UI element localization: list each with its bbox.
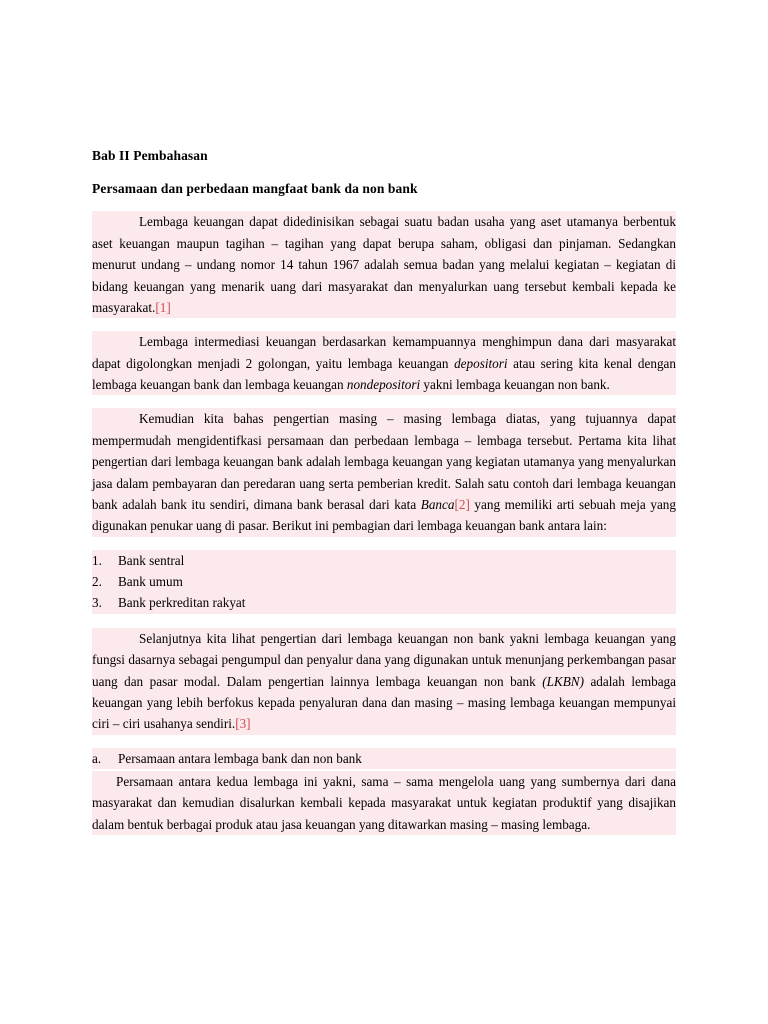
paragraph-3-part-2: yang memiliki arti sebuah meja yang digunakan penukar uang di pasar. Berikut ini pembagian dari lembaga keuangan bank antara lain: <box>92 496 676 534</box>
list-item <box>92 571 676 592</box>
paragraph-2-part-2: atau sering kita kenal dengan lembaga keuangan bank dan lembaga keuangan <box>92 355 676 392</box>
term-lkbn: (LKBN) <box>542 673 584 689</box>
bank-type-list <box>92 550 676 614</box>
paragraph-4-part-2: adalah lembaga keuangan yang lebih berfokus kepada penyaluran dana dan masing – masing lembaga keuangan mempunyai ciri – ciri usahanya sendiri. <box>92 673 676 732</box>
term-nondepositori: nondepositori <box>346 377 421 392</box>
document-body <box>92 148 676 835</box>
term-banca: Banca <box>420 496 455 512</box>
term-depositori: depositori <box>454 355 508 371</box>
list-item-label: Bank sentral <box>118 552 185 568</box>
sublist-item-label: Persamaan antara lembaga bank dan non bank <box>118 750 362 766</box>
list-item-number: 2. <box>92 574 102 589</box>
footnote-ref-1[interactable]: [1] <box>155 299 171 315</box>
footnote-ref-3[interactable]: [3] <box>235 716 251 732</box>
sublist-item-number: a. <box>92 750 102 766</box>
paragraph-2-part-1: Lembaga intermediasi keuangan berdasarkan kemampuannya menghimpun dana dari masyarakat dapat digolongkan menjadi 2 golongan, yaitu lembaga keuangan <box>92 334 676 371</box>
section-subtitle: Persamaan dan perbedaan mangfaat bank da non bank <box>92 181 418 197</box>
paragraph-2-part-3: yakni lembaga keuangan non bank. <box>420 377 610 392</box>
sublist-item-persamaan <box>92 748 676 769</box>
list-item <box>92 592 676 613</box>
list-item <box>92 550 676 571</box>
footnote-ref-2[interactable]: [2] <box>454 496 470 512</box>
paragraph-4-part-1: Selanjutnya kita lihat pengertian dari lembaga keuangan non bank yakni lembaga keuangan yang fungsi dasarnya sebagai pengumpul dan penyalur dana yang digunakan untuk menunjang perkembangan pasar uang dan pasar modal. Dalam pengertian lainnya lembaga keuangan non bank <box>92 630 676 689</box>
paragraph-persamaan: Persamaan antara kedua lembaga ini yakni, sama – sama mengelola uang yang sumbernya dari dana masyarakat dan kemudian disalurkan kembali kepada masyarakat untuk kegiatan produktif yang disajikan dalam bentuk berbagai produk atau jasa keuangan yang ditawarkan masing – masing lembaga. <box>92 771 676 835</box>
paragraph-pengertian-bank <box>92 408 676 536</box>
paragraph-intermediasi <box>92 331 676 395</box>
paragraph-3-part-1: Kemudian kita bahas pengertian masing – masing lembaga diatas, yang tujuannya dapat mempermudah mengidentifkasi persamaan dan perbedaan lembaga – lembaga tersebut. Pertama kita lihat pengertian dari lembaga keuangan bank adalah lembaga keuangan yang kegiatan utamanya yang menyalurkan jasa dalam pembayaran dan peredaran uang serta pemberian kredit. Salah satu contoh dari lembaga keuangan bank adalah bank itu sendiri, dimana bank berasal dari kata <box>92 411 676 512</box>
paragraph-1-text: Lembaga keuangan dapat didedinisikan sebagai suatu badan usaha yang aset utamanya berbentuk aset keuangan maupun tagihan – tagihan yang dapat berupa saham, obligasi dan pinjaman. Sedangkan menurut undang – undang nomor 14 tahun 1967 adalah semua badan yang melalui kegiatan – kegiatan di bidang keuangan yang menarik uang dari masyarakat dan menyalurkan uang tersebut kembali kepada ke masyarakat. <box>92 214 676 315</box>
list-item-label: Bank umum <box>118 574 183 589</box>
list-item-label: Bank perkreditan rakyat <box>118 595 246 611</box>
paragraph-pengertian-non-bank <box>92 628 676 735</box>
list-item-number: 1. <box>92 552 102 568</box>
paragraph-definition <box>92 211 676 318</box>
list-item-number: 3. <box>92 595 102 611</box>
page-title: Bab II Pembahasan <box>92 148 208 163</box>
